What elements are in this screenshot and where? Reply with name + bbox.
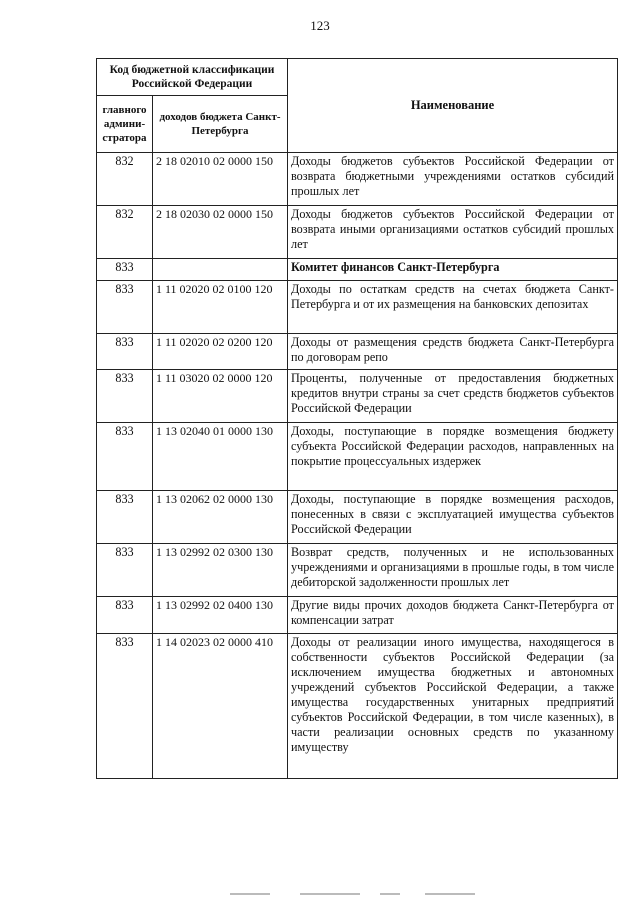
table-row bbox=[97, 370, 618, 423]
revenue-name-cell: Проценты, полученные от предоставления бюджетных кредитов внутри страны за счет средств бюджетов субъектов Российской Федерации bbox=[288, 370, 618, 423]
table-row bbox=[97, 597, 618, 634]
revenue-name-cell: Возврат средств, полученных и не использованных учреждениями и организациями в прошлые годы, в том числе дебиторской задолженности прошлых лет bbox=[288, 544, 618, 597]
page-number: 123 bbox=[310, 18, 330, 33]
budget-classification-table bbox=[96, 58, 618, 779]
admin-code-cell: 833 bbox=[97, 334, 153, 370]
revenue-code-cell: 1 11 02020 02 0200 120 bbox=[153, 334, 288, 370]
revenue-code-cell: 1 11 02020 02 0100 120 bbox=[153, 281, 288, 334]
table-row bbox=[97, 334, 618, 370]
admin-code-cell: 833 bbox=[97, 259, 153, 281]
admin-code-cell: 833 bbox=[97, 491, 153, 544]
admin-code-cell: 833 bbox=[97, 544, 153, 597]
header-revenue-code: доходов бюджета Санкт-Петербурга bbox=[153, 96, 288, 153]
header-classification-code: Код бюджетной классификации Российской Федерации bbox=[97, 59, 288, 96]
revenue-code-cell: 1 13 02062 02 0000 130 bbox=[153, 491, 288, 544]
section-title-cell: Комитет финансов Санкт-Петербурга bbox=[288, 259, 618, 281]
admin-code-cell: 833 bbox=[97, 281, 153, 334]
table-row bbox=[97, 423, 618, 491]
revenue-name-cell: Доходы от реализации иного имущества, находящегося в собственности субъектов Российской Федерации (за исключением имущества бюджетных и автономных учреждений субъектов Российской Федерации, а также имущества государственных унитарных предприятий субъектов Российской Федерации, в том числе казенных), в части реализации основных средств по указанному имуществу bbox=[288, 634, 618, 779]
table-row-section bbox=[97, 259, 618, 281]
revenue-code-cell: 2 18 02010 02 0000 150 bbox=[153, 153, 288, 206]
admin-code-cell: 833 bbox=[97, 423, 153, 491]
table-row bbox=[97, 634, 618, 779]
revenue-name-cell: Другие виды прочих доходов бюджета Санкт-Петербурга от компенсации затрат bbox=[288, 597, 618, 634]
revenue-name-cell: Доходы бюджетов субъектов Российской Федерации от возврата бюджетными учреждениями остатков субсидий прошлых лет bbox=[288, 153, 618, 206]
revenue-code-cell: 1 11 03020 02 0000 120 bbox=[153, 370, 288, 423]
admin-code-cell: 833 bbox=[97, 597, 153, 634]
revenue-code-cell: 2 18 02030 02 0000 150 bbox=[153, 206, 288, 259]
revenue-code-cell: 1 13 02040 01 0000 130 bbox=[153, 423, 288, 491]
table-row bbox=[97, 491, 618, 544]
admin-code-cell: 832 bbox=[97, 206, 153, 259]
revenue-code-cell: 1 13 02992 02 0400 130 bbox=[153, 597, 288, 634]
revenue-code-cell: 1 13 02992 02 0300 130 bbox=[153, 544, 288, 597]
revenue-name-cell: Доходы по остаткам средств на счетах бюджета Санкт-Петербурга и от их размещения на банковских депозитах bbox=[288, 281, 618, 334]
scan-footer-marks bbox=[230, 893, 490, 897]
revenue-code-cell bbox=[153, 259, 288, 281]
admin-code-cell: 833 bbox=[97, 370, 153, 423]
header-admin: главного админи-стратора bbox=[97, 96, 153, 153]
revenue-name-cell: Доходы, поступающие в порядке возмещения бюджету субъекта Российской Федерации расходов, направленных на покрытие процессуальных издержек bbox=[288, 423, 618, 491]
admin-code-cell: 833 bbox=[97, 634, 153, 779]
header-name: Наименование bbox=[288, 59, 618, 153]
table-row bbox=[97, 281, 618, 334]
revenue-name-cell: Доходы, поступающие в порядке возмещения расходов, понесенных в связи с эксплуатацией имущества субъектов Российской Федерации bbox=[288, 491, 618, 544]
revenue-code-cell: 1 14 02023 02 0000 410 bbox=[153, 634, 288, 779]
revenue-name-cell: Доходы бюджетов субъектов Российской Федерации от возврата иными организациями остатков субсидий прошлых лет bbox=[288, 206, 618, 259]
admin-code-cell: 832 bbox=[97, 153, 153, 206]
table-row bbox=[97, 544, 618, 597]
table-row bbox=[97, 206, 618, 259]
table-row bbox=[97, 153, 618, 206]
revenue-name-cell: Доходы от размещения средств бюджета Санкт-Петербурга по договорам репо bbox=[288, 334, 618, 370]
